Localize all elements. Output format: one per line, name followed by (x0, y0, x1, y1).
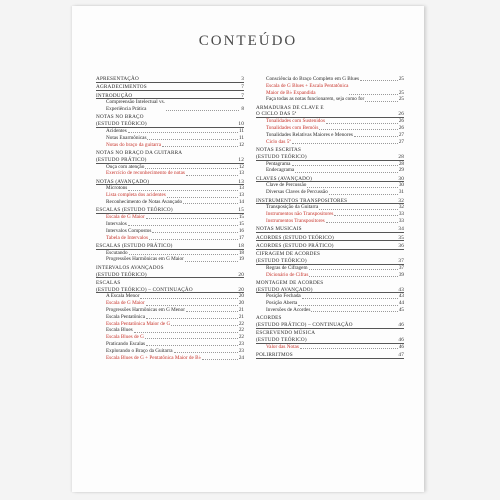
toc-entry-label: Escala Blues de G (106, 334, 144, 341)
toc-leader-dots (319, 209, 398, 210)
toc-page-number: 46 (398, 343, 404, 350)
toc-chapter (96, 93, 244, 100)
toc-chapter (256, 330, 404, 344)
toc-chapter (96, 280, 244, 294)
toc-entry-label: ACORDES (ESTUDO PRÁTICO) (256, 242, 334, 249)
toc-page-number: 19 (238, 256, 244, 263)
toc-entry-label: Endecagrama (266, 167, 295, 174)
toc-page-number: 28 (398, 153, 404, 160)
toc-entry-label: Escala Pentatônica Maior de G (106, 320, 171, 327)
toc-page-number: 39 (398, 271, 404, 278)
toc-entry-label: ARMADURAS DE CLAVE E O CICLO DAS 5ª (256, 104, 324, 118)
toc-page-number: 13 (238, 192, 244, 199)
toc-leader-dots (349, 94, 397, 95)
toc-entry-label: Posição Fechada (266, 293, 301, 300)
toc-subentry (256, 265, 404, 272)
toc-subentry (256, 204, 404, 211)
toc-entry-label: APRESENTAÇÃO (96, 76, 139, 82)
toc-page-number: 21 (238, 307, 244, 313)
toc-page-number: 12 (238, 163, 244, 170)
toc-chapter (256, 352, 404, 359)
toc-leader-dots (292, 165, 398, 166)
toc-entry-label: NOTAS ESCRITAS (ESTUDO TEÓRICO) (256, 146, 307, 160)
toc-subentry (96, 99, 244, 113)
toc-subentry (256, 182, 404, 189)
toc-entry-label: Escala Blues de G + Pentatônica Maior de B♭ (106, 354, 201, 361)
toc-entry-label: NOTAS (AVANÇADO) (96, 178, 150, 185)
toc-subentry (96, 307, 244, 314)
toc-leader-dots (298, 305, 398, 306)
toc-page-number: 23 (238, 340, 244, 347)
toc-entry-label: Notas do braço da guitarra (106, 141, 162, 148)
toc-page-number: 35 (398, 234, 404, 241)
toc-leader-dots (147, 139, 238, 140)
toc-column-right (256, 76, 404, 359)
toc-entry-label: Notas Enarmônicas (106, 134, 147, 141)
toc-leader-dots (183, 203, 238, 204)
toc-entry-label: Intervalos (106, 220, 127, 227)
toc-subentry (96, 348, 244, 355)
toc-page-number: 18 (238, 249, 244, 256)
toc-subentry (256, 132, 404, 139)
toc-subentry (256, 118, 404, 125)
toc-subentry (96, 135, 244, 142)
toc-leader-dots (202, 359, 238, 360)
toc-page-number: 7 (241, 92, 244, 99)
toc-subentry (256, 211, 404, 218)
toc-chapter (256, 176, 404, 183)
toc-subentry (96, 221, 244, 228)
toc-leader-dots (167, 197, 238, 198)
toc-entry-label: Escala Pentatônica (106, 313, 146, 320)
toc-chapter (256, 315, 404, 329)
toc-chapter (96, 265, 244, 279)
toc-leader-dots (145, 168, 238, 169)
toc-entry-label: Instrumentos não Transpositores (266, 211, 334, 218)
toc-leader-dots (128, 225, 238, 226)
toc-page-number: 14 (238, 199, 244, 206)
toc-subentry (96, 250, 244, 257)
toc-entry-label: NOTAS NO BRAÇO DA GUITARRA (ESTUDO PRÁTICO) (96, 149, 183, 163)
toc-leader-dots (300, 348, 398, 349)
toc-page-number: 26 (398, 111, 404, 118)
toc-column-left (96, 76, 244, 361)
toc-subentry (256, 189, 404, 196)
toc-subentry (96, 314, 244, 321)
toc-subentry (96, 341, 244, 348)
toc-page-number: 15 (238, 207, 244, 214)
toc-leader-dots (185, 261, 238, 262)
toc-subentry (256, 300, 404, 307)
toc-leader-dots (149, 239, 238, 240)
toc-chapter (256, 147, 404, 161)
toc-leader-dots (186, 311, 238, 312)
toc-subentry (256, 161, 404, 168)
toc-leader-dots (146, 218, 238, 219)
toc-page-number: 15 (238, 220, 244, 227)
toc-leader-dots (365, 101, 398, 102)
toc-entry-label: ESCALAS (ESTUDO TEÓRICO) (96, 207, 173, 214)
toc-entry-label: Tonalidades com Bemóis (266, 125, 319, 132)
toc-page-number: 26 (398, 125, 404, 132)
toc-subentry (256, 96, 404, 103)
toc-leader-dots (309, 276, 397, 277)
toc-leader-dots (128, 190, 237, 191)
toc-page-number: 32 (398, 197, 404, 204)
toc-subentry (96, 164, 244, 171)
toc-entry-label: A Escala Menor (106, 293, 140, 300)
toc-leader-dots (146, 318, 238, 319)
toc-chapter (96, 114, 244, 128)
toc-page-number: 22 (238, 327, 244, 334)
toc-entry-label: Tonalidades com Sustenidos (266, 118, 325, 125)
toc-subentry (256, 293, 404, 300)
toc-entry-label: Faça todas as notas funcionarem, seja como for (266, 96, 365, 103)
toc-entry-label: Progressões Harmônicas em G Menor (106, 307, 185, 313)
toc-chapter (96, 207, 244, 214)
toc-leader-dots (319, 129, 397, 130)
toc-subentry (96, 128, 244, 135)
toc-leader-dots (292, 143, 398, 144)
toc-entry-label: Valor das Notas (266, 343, 299, 350)
toc-subentry (256, 218, 404, 225)
toc-page-number: 33 (398, 217, 404, 224)
toc-page-number: 21 (238, 313, 244, 320)
toc-entry-label: ACORDES (ESTUDO TEÓRICO) (256, 234, 334, 241)
toc-chapter (96, 179, 244, 186)
toc-leader-dots (329, 194, 398, 195)
toc-entry-label: Inversões de Acordes (266, 307, 311, 313)
toc-entry-label: Escutando (106, 249, 128, 256)
toc-subentry (96, 300, 244, 307)
toc-page-number: 3 (241, 76, 244, 82)
toc-subentry (96, 199, 244, 206)
toc-entry-label: NOTAS MUSICAIS (256, 226, 302, 233)
toc-page-number: 30 (398, 175, 404, 182)
toc-leader-dots (302, 298, 398, 299)
toc-leader-dots (326, 123, 398, 124)
toc-page-number: 23 (238, 347, 244, 354)
toc-page-number: 36 (398, 242, 404, 249)
toc-chapter (256, 235, 404, 242)
toc-chapter (256, 198, 404, 205)
toc-entry-label: Microtons (106, 185, 128, 192)
toc-page-number: 28 (398, 160, 404, 167)
toc-entry-label: Escala de G Maior (106, 214, 145, 221)
toc-chapter (96, 150, 244, 164)
toc-page (72, 6, 424, 492)
toc-subentry (96, 228, 244, 235)
toc-entry-label: Escala de G Blues + Escala Pentatônica Maior de B♭ Expandida (266, 82, 349, 96)
toc-subentry (96, 355, 244, 362)
toc-entry-label: POLIRRITMOS (256, 352, 293, 359)
toc-leader-dots (171, 325, 238, 326)
toc-entry-label: AGRADECIMENTOS (96, 84, 147, 91)
toc-page-number: 17 (238, 234, 244, 241)
toc-leader-dots (152, 232, 237, 233)
toc-page-number: 22 (238, 334, 244, 341)
toc-page-number: 20 (238, 293, 244, 300)
toc-entry-label: CLAVES (AVANÇADO) (256, 175, 312, 182)
toc-entry-label: Regras de Cifragem (266, 264, 308, 271)
toc-entry-label: Lista completa dos acidentes (106, 192, 166, 199)
toc-entry-label: Ouça com atenção (106, 163, 145, 170)
toc-entry-label: INSTRUMENTOS TRANSPOSITORES (256, 197, 348, 204)
toc-entry-label: Pentagrama (266, 160, 291, 167)
toc-subentry (256, 307, 404, 314)
toc-entry-label: Instrumentos Transpositores (266, 217, 325, 224)
toc-subentry (96, 321, 244, 328)
toc-page-number: 27 (398, 138, 404, 145)
toc-page-number: 25 (398, 96, 404, 103)
toc-page-number: 37 (398, 257, 404, 264)
toc-page-number: 12 (238, 156, 244, 163)
toc-entry-label: Clave de Percussão (266, 182, 307, 189)
toc-leader-dots (295, 172, 398, 173)
toc-page-number: 46 (398, 337, 404, 344)
toc-entry-label: Diversas Claves de Percussão (266, 189, 328, 196)
toc-leader-dots (134, 332, 238, 333)
toc-page-number: 10 (238, 121, 244, 128)
toc-page-number: 30 (398, 182, 404, 189)
toc-page-number: 47 (398, 352, 404, 359)
toc-entry-label: Explorando o Braço da Guitarra (106, 347, 173, 354)
toc-subentry (96, 334, 244, 341)
toc-leader-dots (354, 136, 398, 137)
toc-entry-label: INTERVALOS AVANÇADOS (ESTUDO TEÓRICO) (96, 264, 164, 278)
toc-page-number: 20 (238, 271, 244, 278)
toc-entry-label: Reconhecimento de Notas Avançado (106, 199, 183, 206)
toc-chapter (256, 251, 404, 265)
toc-entry-label: Tabela de Intervalos (106, 234, 148, 241)
toc-page-number: 20 (238, 300, 244, 307)
toc-entry-label: ESCALAS (ESTUDO PRÁTICO) (96, 242, 173, 249)
toc-subentry (96, 327, 244, 334)
toc-entry-label: INTRODUÇÃO (96, 92, 133, 99)
toc-leader-dots (129, 254, 238, 255)
toc-page-number: 33 (398, 211, 404, 218)
toc-page-number: 24 (238, 354, 244, 361)
toc-subentry (256, 344, 404, 351)
toc-subentry (96, 235, 244, 242)
toc-subentry (96, 256, 244, 263)
toc-page-number: 45 (398, 307, 404, 313)
toc-entry-label: Consciência do Braço Completo em G Blues (266, 76, 360, 82)
toc-leader-dots (307, 187, 397, 188)
toc-subentry (96, 170, 244, 177)
toc-chapter (256, 243, 404, 250)
toc-page-number: 13 (238, 185, 244, 192)
toc-page-number: 25 (398, 89, 404, 96)
toc-entry-label: ESCALAS (ESTUDO TEÓRICO) – CONTINUAÇÃO (96, 279, 193, 293)
toc-leader-dots (128, 132, 238, 133)
toc-entry-label: Dicionário de Cifras (266, 271, 309, 278)
toc-entry-label: MONTAGEM DE ACORDES (ESTUDO AVANÇADO) (256, 279, 324, 293)
toc-entry-label: Exercício de reconhecimento de notas (106, 170, 185, 177)
toc-page-number: 22 (238, 320, 244, 327)
toc-page-number: 15 (238, 214, 244, 221)
toc-page-number: 13 (238, 178, 244, 185)
toc-entry-label: Acidentes (106, 128, 127, 135)
toc-entry-label: Compreensão Intelectual vs. Experiência Prática (106, 99, 165, 113)
toc-entry-label: ESCREVENDO MÚSICA (ESTUDO TEÓRICO) (256, 330, 316, 344)
toc-page-number: 43 (398, 293, 404, 300)
toc-page-number: 37 (398, 264, 404, 271)
toc-leader-dots (140, 298, 237, 299)
toc-page-number: 8 (241, 106, 244, 113)
toc-page-number: 31 (398, 189, 404, 196)
toc-page-number: 13 (238, 170, 244, 177)
toc-page-number: 44 (398, 300, 404, 307)
toc-entry-label: Transposição da Guitarra (266, 204, 319, 211)
toc-subentry (96, 142, 244, 149)
toc-page-number: 7 (241, 84, 244, 91)
toc-subentry (256, 139, 404, 146)
toc-page-number: 29 (398, 167, 404, 174)
toc-chapter (96, 84, 244, 91)
toc-entry-label: Ciclo das 5ª (266, 138, 291, 145)
toc-page-number: 11 (239, 128, 244, 135)
toc-entry-label: ACORDES (ESTUDO PRÁTICO) – CONTINUAÇÃO (256, 315, 353, 329)
toc-page-number: 32 (398, 204, 404, 211)
toc-page-number: 46 (398, 322, 404, 329)
toc-chapter (256, 226, 404, 233)
toc-chapter (256, 105, 404, 119)
toc-page-number: 43 (398, 286, 404, 293)
toc-leader-dots (326, 222, 398, 223)
toc-subentry (96, 293, 244, 300)
toc-subentry (96, 185, 244, 192)
toc-leader-dots (145, 338, 238, 339)
toc-page-number: 20 (238, 286, 244, 293)
toc-entry-label: Progressões Harmônicas em G Maior (106, 256, 184, 263)
toc-entry-label: Tonalidades Relativas Maiores e Menores (266, 131, 353, 138)
toc-entry-label: NOTAS NO BRAÇO (ESTUDO TEÓRICO) (96, 114, 147, 128)
toc-subentry (256, 272, 404, 279)
toc-page-number: 34 (398, 226, 404, 233)
toc-entry-label: Praticando Escalas (106, 340, 146, 347)
toc-page-number: 27 (398, 131, 404, 138)
toc-leader-dots (309, 269, 398, 270)
toc-leader-dots (334, 215, 397, 216)
toc-subentry (256, 167, 404, 174)
toc-page-number: 26 (398, 118, 404, 125)
toc-leader-dots (166, 110, 239, 111)
toc-page-number: 16 (238, 227, 244, 234)
toc-leader-dots (146, 345, 238, 346)
toc-leader-dots (162, 146, 238, 147)
toc-page-number: 18 (238, 242, 244, 249)
toc-leader-dots (186, 175, 238, 176)
toc-leader-dots (174, 352, 238, 353)
toc-entry-label: Posição Aberta (266, 300, 298, 307)
toc-subentry (256, 76, 404, 83)
toc-page-number: 12 (238, 141, 244, 148)
toc-entry-label: Escala Blues (106, 327, 133, 334)
toc-chapter (256, 280, 404, 294)
toc-leader-dots (311, 311, 397, 312)
toc-entry-label: Intervalos Compostos (106, 227, 152, 234)
toc-subentry (96, 192, 244, 199)
toc-chapter (96, 76, 244, 83)
toc-page-number: 11 (239, 134, 244, 141)
toc-leader-dots (360, 80, 398, 81)
toc-subentry (256, 125, 404, 132)
toc-subentry (256, 83, 404, 97)
toc-chapter (96, 243, 244, 250)
toc-entry-label: CIFRAGEM DE ACORDES (ESTUDO TEÓRICO) (256, 251, 321, 264)
toc-subentry (96, 214, 244, 221)
page-title: CONTEÚDO (198, 33, 298, 49)
toc-leader-dots (146, 305, 238, 306)
toc-entry-label: Escala de G Maior (106, 300, 145, 307)
toc-page-number: 25 (398, 76, 404, 82)
